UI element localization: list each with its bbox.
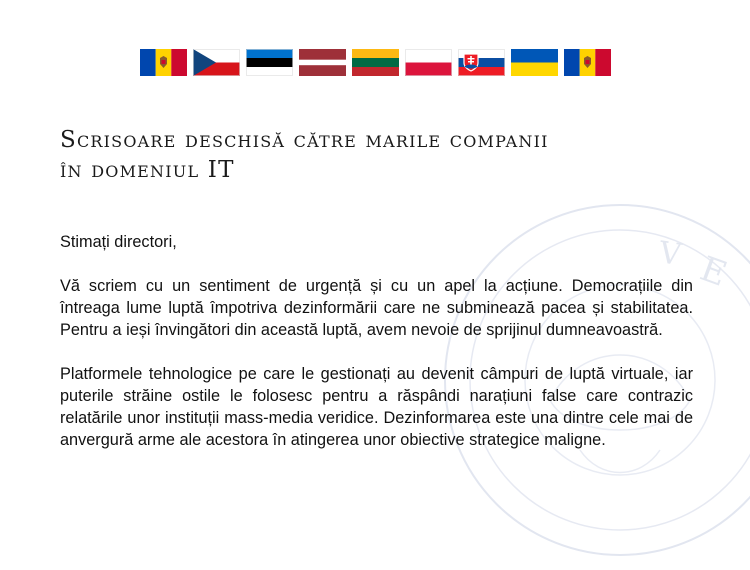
ukraine-flag-icon: [511, 49, 558, 76]
latvia-flag-icon: [299, 49, 346, 76]
poland-flag-icon: [405, 49, 452, 76]
greeting: Stimați directori,: [60, 233, 177, 251]
moldova-flag-icon: [140, 49, 187, 76]
lithuania-flag-icon: [352, 49, 399, 76]
svg-text:E: E: [694, 248, 732, 295]
flags-row: [140, 49, 611, 76]
paragraph-1: Vă scriem cu un sentiment de urgență și cu un apel la acțiune. Democrațiile din întreaga lume luptă împotriva dezinformării care ne subminează pacea și stabilitatea. Pentru a ieși învingători din această luptă, avem nevoie de sprijinul dumneavoastră.: [60, 277, 693, 339]
paragraph-2: Platformele tehnologice pe care le gestionați au devenit câmpuri de luptă virtuale, iar puterile străine ostile le folosesc pentru a răspândi narațiuni false care contrazic relatările unor instituții mass-media veridice. Dezinformarea este una dintre cele mai de anvergură arme ale acestora în atingerea unor obiective strategice maligne.: [60, 365, 693, 449]
moldova-flag-icon: [564, 49, 611, 76]
document-title: [60, 125, 549, 185]
letter-body: [60, 231, 693, 473]
title-line-2: în domeniul IT: [60, 157, 235, 183]
czech-flag-icon: [193, 49, 240, 76]
estonia-flag-icon: [246, 49, 293, 76]
title-line-1: Scrisoare deschisă către marile companii: [60, 127, 549, 153]
svg-text:V: V: [656, 235, 684, 273]
slovakia-flag-icon: [458, 49, 505, 76]
